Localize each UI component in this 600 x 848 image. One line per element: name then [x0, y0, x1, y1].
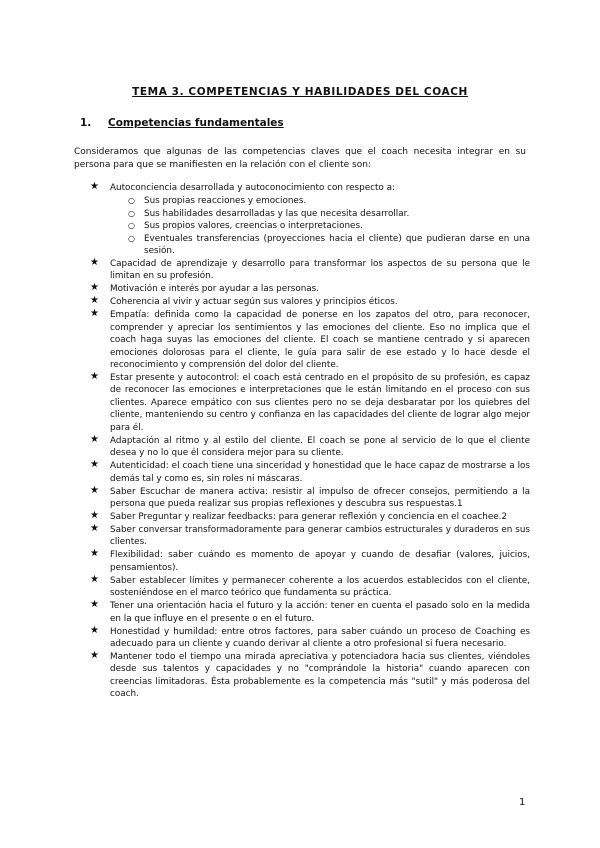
competency-text: Saber conversar transformadoramente para generar cambios estructurales y duraderos en sus clientes. [110, 524, 530, 548]
star-bullet-icon: ★ [90, 599, 99, 611]
competency-text: Honestidad y humildad: entre otros factores, para saber cuándo un proceso de Coaching es adecuado para un cliente y cuando derivar al cliente a otro profesional si fuera necesario. [110, 626, 530, 649]
competency-text: Mantener todo el tiempo una mirada apreciativa y potenciadora hacia sus clientes, viéndoles desde sus talentos y capacidades y no "comprándole la historia" cuando aparecen con creencias limitadoras. Ésta probablemente es la competencia más "sutil" y más poderosa del coach. [110, 651, 530, 700]
sub-item-text: Sus propias reacciones y emociones. [144, 196, 307, 207]
sub-item [110, 233, 530, 258]
competency-item [90, 182, 530, 257]
competency-text: Autoconciencia desarrollada y autoconocimiento con respecto a: [110, 183, 395, 193]
competency-item [90, 600, 530, 625]
circle-bullet-icon: ○ [128, 233, 135, 243]
competency-text: Saber establecer límites y permanecer coherente a los acuerdos establecidos con el cliente, sosteniéndose en el marco teórico que fundamenta su práctica. [110, 575, 530, 599]
star-bullet-icon: ★ [90, 371, 99, 383]
section-title: Competencias fundamentales [108, 117, 284, 129]
star-bullet-icon: ★ [90, 649, 99, 661]
circle-bullet-icon: ○ [128, 208, 135, 218]
competency-text: Capacidad de aprendizaje y desarrollo para transformar los aspectos de su persona que le limitan en su profesión. [110, 259, 530, 282]
competency-text: Estar presente y autocontrol: el coach está centrado en el propósito de su profesión, es capaz de reconocer las emociones e interpretaciones que le están limitando en el proceso con sus clientes. Aparece empático con sus clientes pero no se deja desbaratar por los quiebres del cliente, manteniendo su centro y confianza en las capacidades del cliente de lograr algo mejor para él. [110, 373, 530, 433]
sub-item-text: Eventuales transferencias (proyecciones hacia el cliente) que pudieran darse en una sesión. [144, 233, 530, 257]
competency-item [90, 372, 530, 434]
competency-list [90, 182, 530, 701]
competency-item [90, 486, 530, 511]
section-number: 1. [80, 117, 92, 129]
sub-item [110, 220, 530, 232]
competency-text: Saber Preguntar y realizar feedbacks: para generar reflexión y conciencia en el coachee.2 [110, 511, 508, 522]
competency-text: Tener una orientación hacia el futuro y la acción: tener en cuenta el pasado solo en la medida en la que influye en el presente o en el futuro. [110, 601, 530, 624]
sub-item [110, 208, 530, 220]
star-bullet-icon: ★ [90, 484, 99, 496]
star-bullet-icon: ★ [90, 282, 99, 294]
star-bullet-icon: ★ [90, 257, 99, 269]
section-heading [80, 117, 284, 129]
competency-item [90, 258, 530, 283]
competency-item [90, 651, 530, 701]
circle-bullet-icon: ○ [128, 196, 135, 206]
competency-text: Saber Escuchar de manera activa: resistir al impulso de ofrecer consejos, permitiendo a la persona que pueda realizar sus propias reflexiones y descubra sus respuestas.1 [110, 486, 530, 509]
competency-item [90, 549, 530, 574]
star-bullet-icon: ★ [90, 573, 99, 585]
intro-paragraph: Consideramos que algunas de las competencias claves que el coach necesita integrar en su persona para que se manifiesten en la relación con el cliente son: [74, 147, 526, 170]
competency-item [90, 460, 530, 485]
competency-item [90, 296, 530, 308]
competency-item [90, 283, 530, 295]
star-bullet-icon: ★ [90, 295, 99, 307]
star-bullet-icon: ★ [90, 433, 99, 445]
document-title: TEMA 3. COMPETENCIAS Y HABILIDADES DEL COACH [132, 86, 468, 98]
sub-item-text: Sus habilidades desarrolladas y las que necesita desarrollar. [144, 208, 410, 219]
competency-item [90, 626, 530, 651]
star-bullet-icon: ★ [90, 548, 99, 560]
competency-item [90, 309, 530, 371]
sub-item [110, 195, 530, 207]
star-bullet-icon: ★ [90, 181, 99, 192]
circle-bullet-icon: ○ [128, 221, 135, 231]
star-bullet-icon: ★ [90, 308, 99, 320]
competency-item [90, 511, 530, 523]
sub-list [110, 195, 530, 257]
star-bullet-icon: ★ [90, 459, 99, 471]
competency-item [90, 575, 530, 600]
page-number: 1 [519, 797, 526, 808]
competency-text: Coherencia al vivir y actuar según sus valores y principios éticos. [110, 297, 398, 308]
competency-text: Adaptación al ritmo y al estilo del cliente. El coach se pone al servicio de lo que el cliente desea y no lo que él considera mejor para su cliente. [110, 435, 530, 459]
competency-text: Autenticidad: el coach tiene una sinceridad y honestidad que le hace capaz de mostrarse a los demás tal y como es, sin roles ni máscaras. [110, 461, 530, 484]
star-bullet-icon: ★ [90, 624, 99, 636]
sub-item-text: Sus propios valores, creencias o interpretaciones. [144, 221, 363, 232]
competency-text: Flexibilidad: saber cuándo es momento de apoyar y cuando de desafiar (valores, juicios, pensamientos). [110, 550, 530, 573]
competency-text: Motivación e interés por ayudar a las personas. [110, 284, 320, 295]
competency-item [90, 435, 530, 460]
competency-item [90, 524, 530, 549]
competency-text: Empatía: definida como la capacidad de ponerse en los zapatos del otro, para reconocer, comprender y apreciar los sentimientos y las emociones del cliente. Eso no implica que el coach haga suyas las emociones del cliente. El coach se mantiene centrado y si aparecen emociones dolorosas para el cliente, le guía para salir de ese estado y lo hace desde el reconocimiento y comprensión del dolor del cliente. [110, 310, 530, 371]
star-bullet-icon: ★ [90, 509, 99, 521]
star-bullet-icon: ★ [90, 522, 99, 534]
